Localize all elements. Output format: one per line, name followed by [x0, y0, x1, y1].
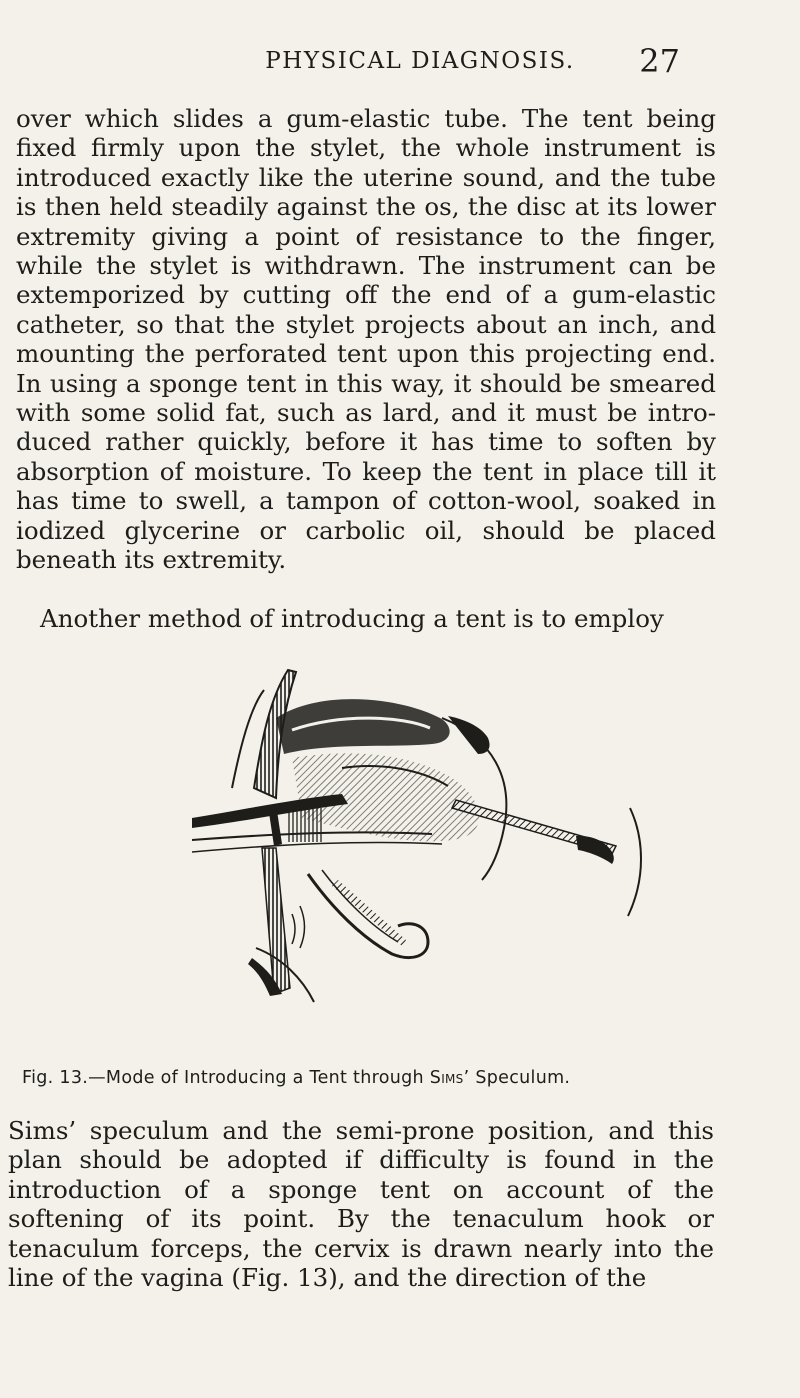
paragraph-1: over which slides a gum-elastic tube. The tent being fixed firmly upon the stylet, the whole instrument is introduced exactly like the uterine sound, and the tube is then held steadily against the os, the disc at its lower extremity giving a point of resistance to the finger, while the stylet is withdrawn. The instrument can be extemporized by cutting off the end of a gum-elastic catheter, so that the stylet projects about an inch, and mounting the perforated tent upon this projecting end. In using a sponge tent in this way, it should be smeared with some solid fat, such as lard, and it must be intro-duced rather quickly, before it has time to soften by absorption of moisture. To keep the tent in place till it has time to swell, a tampon of cotton-wool, soaked in iodized glycerine or carbolic oil, should be placed beneath its extremity. [16, 104, 716, 575]
sponge-tent [452, 800, 641, 916]
caption-suffix: Speculum. [469, 1068, 571, 1088]
running-head [0, 42, 800, 82]
paragraph-3: Sims’ speculum and the semi-prone position, and this plan should be adopted if difficulty is found in the introduction of a sponge tent on account of the softening of its point. By the tenaculum hook or tenaculum forceps, the cervix is drawn nearly into the line of the vagina (Fig. 13), and the direction of the [8, 1116, 714, 1293]
figure-illustration [192, 658, 678, 1078]
figure-caption [22, 1068, 742, 1088]
tenaculum-hook [292, 870, 428, 958]
page-number: 27 [639, 42, 680, 80]
paragraph-2: Another method of introducing a tent is to employ [40, 604, 664, 633]
running-title: PHYSICAL DIAGNOSIS. [265, 48, 575, 74]
caption-name: Sims’ [429, 1068, 470, 1088]
caption-prefix: Fig. 13.—Mode of Introducing a Tent through [22, 1068, 430, 1088]
speculum-illustration [192, 658, 678, 1078]
